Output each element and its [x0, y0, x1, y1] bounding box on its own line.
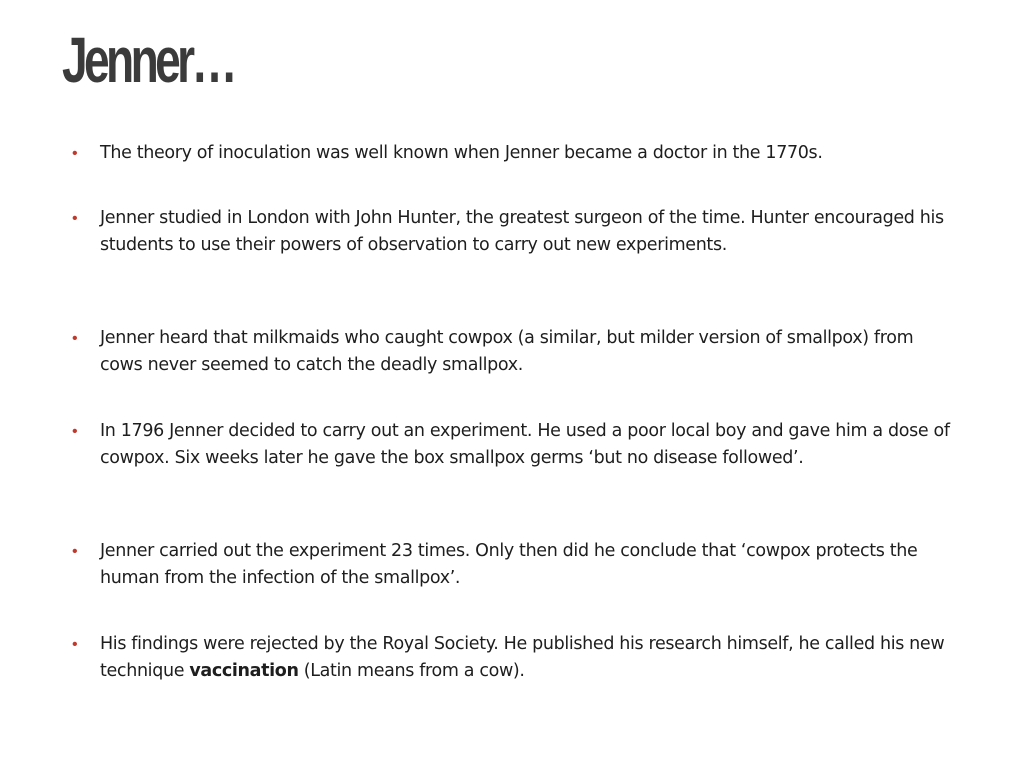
bullet-icon: •: [72, 330, 78, 347]
bullet-text: [100, 631, 952, 685]
bullet-text: In 1796 Jenner decided to carry out an experiment. He used a poor local boy and gave him a dose of cowpox. Six weeks later he gave the box smallpox germs ‘but no disease followed’.: [100, 421, 950, 468]
bullet-text-after: (Latin means from a cow).: [298, 661, 525, 681]
bullet-icon: •: [72, 636, 78, 653]
bullet-text: Jenner carried out the experiment 23 times. Only then did he conclude that ‘cowpox protects the human from the infection of the smallpox’.: [100, 541, 918, 588]
bullet-icon: •: [72, 423, 78, 440]
list-item: [72, 325, 952, 379]
bullet-text: Jenner heard that milkmaids who caught cowpox (a similar, but milder version of smallpox) from cows never seemed to catch the deadly smallpox.: [100, 328, 914, 375]
vaccination-term: vaccination: [189, 661, 299, 681]
bullet-text: The theory of inoculation was well known when Jenner became a doctor in the 1770s.: [100, 143, 823, 163]
bullet-icon: •: [72, 543, 78, 560]
slide-title: Jenner…: [62, 24, 234, 96]
bullet-icon: •: [72, 210, 78, 227]
list-item: [72, 418, 952, 472]
list-item: [72, 631, 952, 685]
bullet-text-before: His findings were rejected by the Royal Society. He published his research himself, he called his new technique: [100, 634, 945, 681]
list-item: [72, 538, 952, 592]
bullet-text: Jenner studied in London with John Hunter, the greatest surgeon of the time. Hunter encouraged his students to use their powers of observation to carry out new experiments.: [100, 208, 944, 255]
list-item: [72, 205, 952, 259]
list-item: [72, 140, 952, 167]
bullet-icon: •: [72, 145, 78, 162]
